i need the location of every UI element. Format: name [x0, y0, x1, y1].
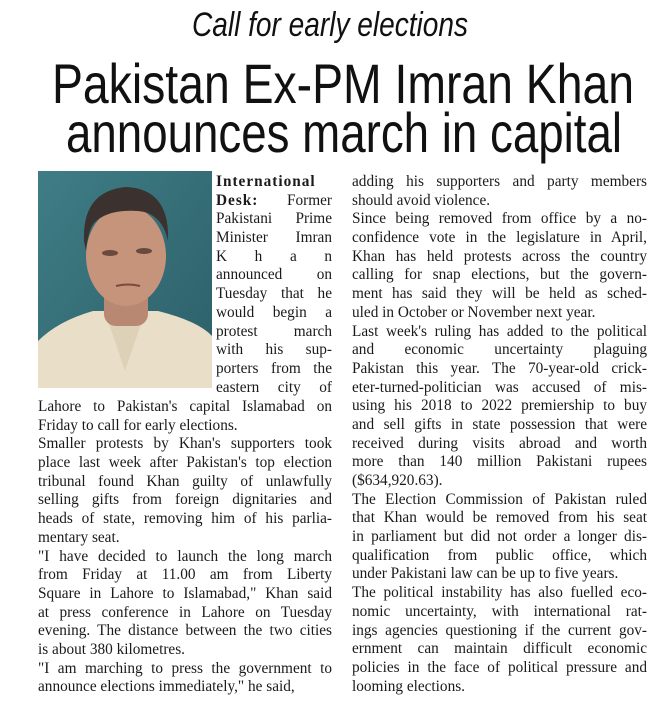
text-line: place last week after Pakistan's top election — [38, 454, 332, 472]
left-column — [38, 398, 332, 697]
text-line: adding his supporters and party members — [352, 173, 647, 190]
text-line: tribunal found Khan guilty of unlawfully — [38, 472, 332, 490]
paragraph — [38, 398, 332, 435]
text-line: Lahore to Pakistan's capital Islamabad on — [38, 398, 332, 415]
text-line: confidence vote in the legislature in April, — [352, 229, 647, 247]
text-line: from Friday at 11.00 am from Liberty — [38, 566, 332, 584]
text-line: Smaller protests by Khan's supporters took — [38, 435, 332, 453]
text-line: qualification from public office, which — [352, 546, 647, 564]
text-line: would begin a — [216, 303, 332, 321]
headline-block — [0, 0, 661, 170]
text-line: evening. The distance between the two cities — [38, 622, 332, 640]
text-line: protest march — [216, 322, 332, 340]
text-line: eastern city of — [216, 378, 332, 396]
text-line: The political instability has also fuelled eco- — [352, 584, 647, 602]
text-line: porters from the — [216, 359, 332, 377]
text-line: mentary seat. — [38, 528, 120, 546]
paragraph — [38, 548, 332, 660]
text-line: "I have decided to launch the long march — [38, 547, 332, 565]
headline-line-2: announces march in capital — [66, 101, 622, 164]
text-line: looming elections. — [352, 677, 466, 695]
text-line: Khan has held protests across the country — [352, 247, 647, 265]
text-line: ings agencies questioning if the current gov- — [352, 621, 647, 639]
text-line: under Pakistani law can be up to five years. — [352, 565, 619, 583]
kicker: Call for early elections — [192, 6, 468, 44]
text-line: ment has said they will be held as sched- — [352, 285, 647, 303]
text-line: is about 380 kilometres. — [38, 640, 186, 658]
text-line: The Election Commission of Pakistan ruled — [352, 490, 647, 508]
text-line: that Khan would be removed from his seat — [352, 509, 647, 527]
text-line: nomic uncertainty, with international rat- — [352, 602, 647, 620]
text-line: Minister Imran — [216, 229, 332, 247]
text-line: calling for snap elections, but the govern- — [352, 266, 647, 284]
text-line: more than 140 million Pakistani rupees — [352, 453, 647, 471]
paragraph — [352, 210, 647, 322]
text-line: selling gifts from foreign dignitaries and — [38, 491, 332, 509]
paragraph — [352, 584, 647, 696]
text-line: Tuesday that he — [216, 285, 332, 303]
photo-imran-khan — [38, 171, 212, 388]
text-line: Square in Lahore to Islamabad," Khan said — [38, 584, 332, 602]
text-line: should avoid violence. — [352, 191, 491, 209]
paragraph — [38, 660, 332, 697]
text-line: Since being removed from office by a no- — [352, 210, 647, 228]
paragraph — [352, 323, 647, 491]
text-line: and economic uncertainty plaguing — [352, 341, 647, 359]
text-line: "I am marching to press the government to — [38, 659, 332, 677]
text-line: using his 2018 to 2022 premiership to buy — [352, 397, 647, 415]
text-line: received during visits abroad and worth — [352, 434, 647, 452]
text-fragment: Former — [258, 191, 332, 209]
paragraph — [352, 491, 647, 584]
paragraph — [38, 435, 332, 547]
text-line: announce elections immediately," he said, — [38, 678, 295, 696]
column-beside-photo — [216, 173, 332, 397]
text-line: Pakistani Prime — [216, 210, 332, 228]
text-line: Pakistan this year. The 70-year-old crick- — [352, 359, 647, 377]
text-line: uled in October or November next year. — [352, 303, 596, 321]
text-line: heads of state, removing him of his parlia- — [38, 510, 332, 528]
text-line: policies in the face of political pressure and — [352, 658, 647, 676]
right-column — [352, 173, 647, 696]
text-line: K h a n — [216, 247, 332, 265]
text-line: ($634,920.63). — [352, 472, 443, 489]
text-line: ernment can maintain difficult economic — [352, 640, 647, 658]
text-line: eter-turned-politician was accused of mis- — [352, 378, 647, 396]
paragraph — [352, 173, 647, 210]
headline-line-1: Pakistan Ex-PM Imran Khan — [52, 52, 634, 115]
text-line: and sell gifts in state possession that were — [352, 415, 647, 433]
dateline: International — [216, 173, 316, 190]
text-line: Last week's ruling has added to the political — [352, 322, 647, 340]
text-line: at press conference in Lahore on Tuesday — [38, 603, 332, 621]
text-line: announced on — [216, 266, 332, 284]
dateline-desk: Desk: — [216, 191, 259, 209]
text-line: with his sup- — [216, 341, 332, 359]
text-line — [216, 192, 332, 211]
text-line: Friday to call for early elections. — [38, 416, 238, 434]
text-line: in parliament but did not order a longer dis- — [352, 528, 647, 546]
